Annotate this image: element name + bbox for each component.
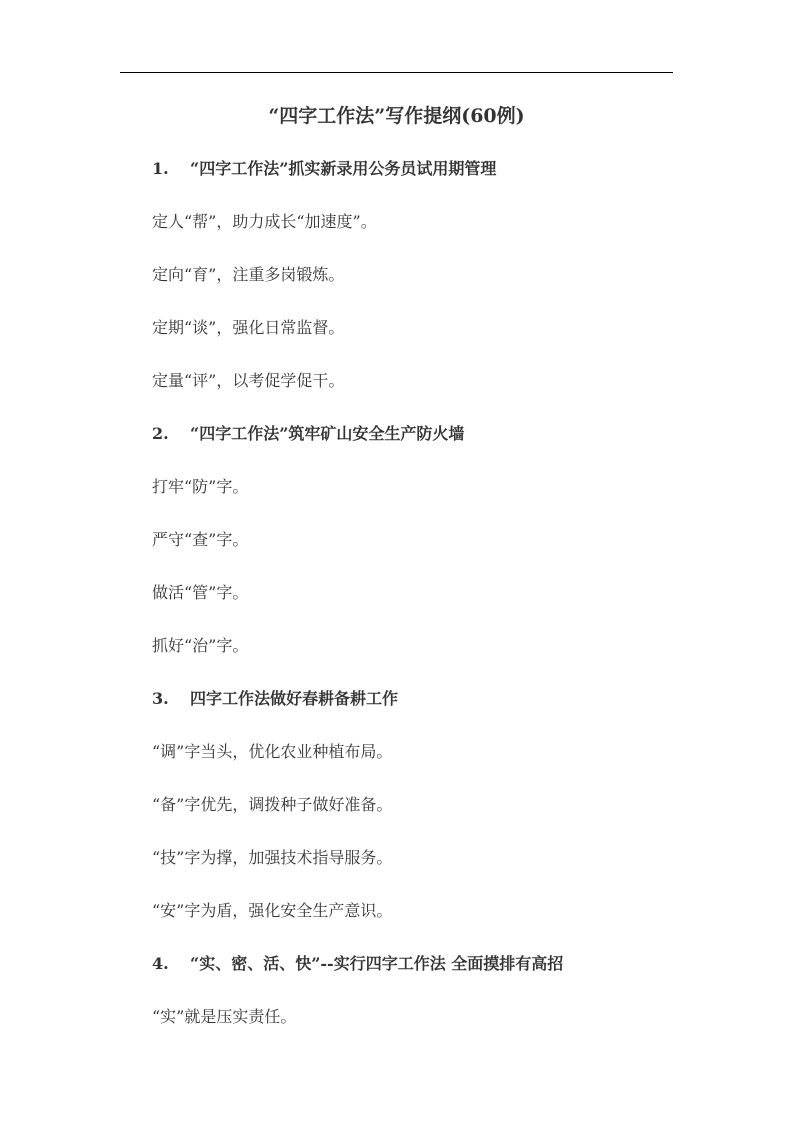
section-heading-text: “四字工作法”抓实新录用公务员试用期管理 — [190, 159, 497, 178]
section-number: 4. — [152, 954, 169, 973]
list-item: 打牢“防”字。 — [152, 477, 249, 496]
list-item: 定向“育”，注重多岗锻炼。 — [152, 265, 345, 284]
list-item: 定期“谈”，强化日常监督。 — [152, 318, 345, 337]
section-number: 1. — [152, 159, 169, 178]
section-1 — [152, 156, 672, 394]
list-item: 定量“评”，以考促学促干。 — [152, 371, 345, 390]
document-title: “四字工作法”写作提纲(60例) — [268, 105, 525, 127]
list-item: “技”字为撑，加强技术指导服务。 — [152, 848, 393, 867]
header-rule — [120, 72, 673, 73]
section-3 — [152, 686, 672, 924]
section-4 — [152, 951, 672, 1030]
section-heading — [152, 156, 672, 182]
section-heading — [152, 686, 672, 712]
section-heading — [152, 421, 672, 447]
section-heading — [152, 951, 672, 977]
section-heading-text: “四字工作法”筑牢矿山安全生产防火墙 — [190, 424, 465, 443]
list-item: “调”字当头，优化农业种植布局。 — [152, 742, 393, 761]
list-item: 定人“帮”，助力成长“加速度”。 — [152, 212, 377, 231]
list-item: 抓好“治”字。 — [152, 636, 249, 655]
list-item: “安”字为盾，强化安全生产意识。 — [152, 901, 393, 920]
list-item: “实”就是压实责任。 — [152, 1007, 297, 1026]
document-body — [152, 156, 672, 1057]
list-item: “备”字优先，调拨种子做好准备。 — [152, 795, 393, 814]
section-number: 3. — [152, 689, 169, 708]
list-item: 做活“管”字。 — [152, 583, 249, 602]
section-2 — [152, 421, 672, 659]
section-heading-text: “实、密、活、快”--实行四字工作法 全面摸排有高招 — [190, 954, 564, 973]
section-heading-text: 四字工作法做好春耕备耕工作 — [190, 689, 399, 708]
list-item: 严守“查”字。 — [152, 530, 249, 549]
section-number: 2. — [152, 424, 169, 443]
